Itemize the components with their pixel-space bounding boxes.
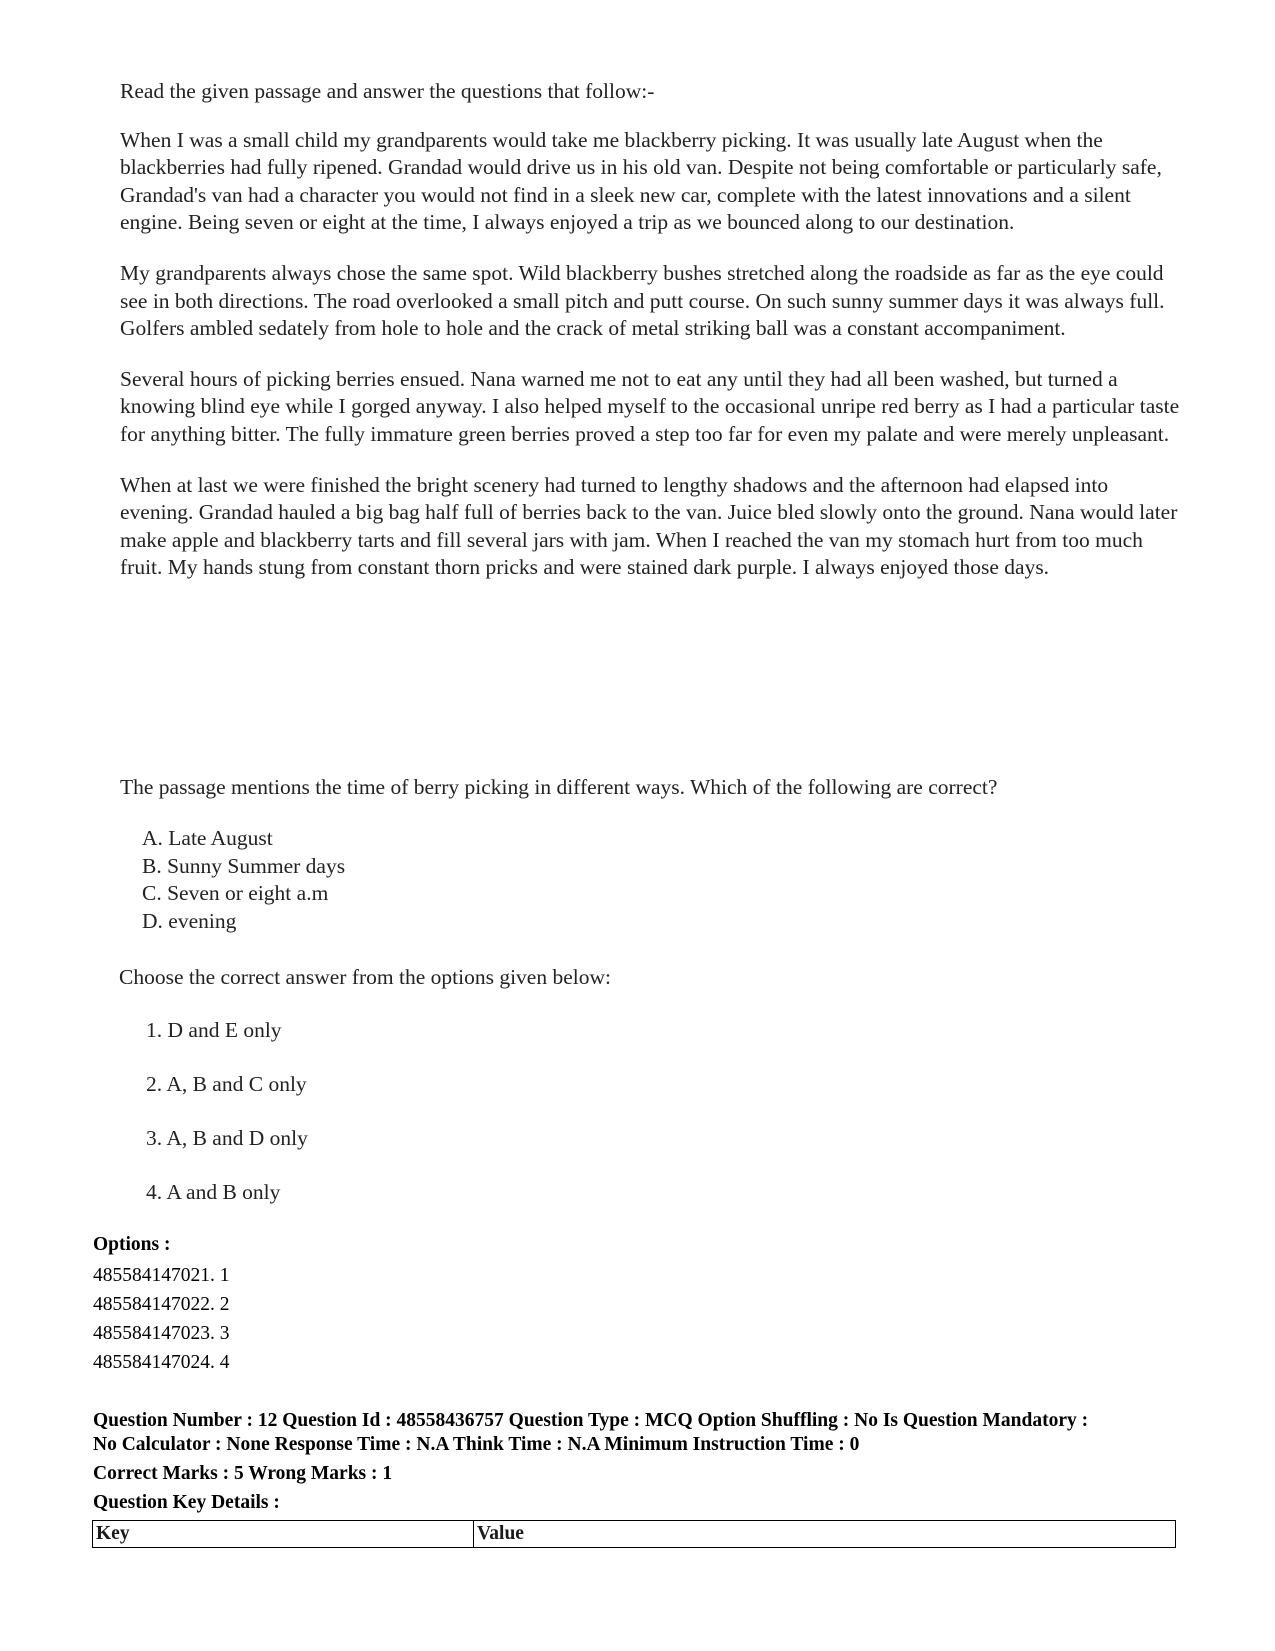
option-id-item: 485584147021. 1: [93, 1265, 230, 1286]
passage-paragraph-3: Several hours of picking berries ensued. Nana warned me not to eat any until they had all been washed, but turned a knowing blind eye while I gorged anyway. I also helped myself to the occasional unripe red berry as I had a particular taste for anything bitter. The fully immature green berries proved a step too far for even my palate and were merely unpleasant.: [120, 366, 1180, 446]
table-header-value: Value: [474, 1521, 1176, 1548]
passage-paragraph-1: When I was a small child my grandparents would take me blackberry picking. It was usually late August when the blackberries had fully ripened. Grandad would drive us in his old van. Despite not being comfortable or particularly safe, Grandad's van had a character you would not find in a sleek new car, complete with the latest innovations and a silent engine. Being seven or eight at the time, I always enjoyed a trip as we bounced along to our destination.: [120, 127, 1162, 235]
passage: [120, 78, 1180, 605]
answer-choice-list: [146, 1016, 308, 1232]
question-info-line-2: No Calculator : None Response Time : N.A Think Time : N.A Minimum Instruction Time : 0: [93, 1434, 860, 1455]
option-id-item: 485584147024. 4: [93, 1352, 230, 1373]
statement-item: D. evening: [142, 909, 237, 934]
passage-intro: Read the given passage and answer the questions that follow:-: [120, 79, 655, 103]
option-id-item: 485584147023. 3: [93, 1323, 230, 1344]
question-info-line-1: Question Number : 12 Question Id : 48558436757 Question Type : MCQ Option Shuffling : No Is Question Mandatory :: [93, 1410, 1089, 1431]
key-details-title: Question Key Details :: [93, 1492, 280, 1513]
statement-list: [142, 825, 345, 936]
options-title: Options :: [93, 1234, 171, 1255]
question-info: [93, 1409, 1193, 1457]
statement-item: A. Late August: [142, 826, 273, 850]
key-value-table: [92, 1520, 1176, 1548]
table-header-key: Key: [93, 1521, 474, 1548]
choose-instruction: Choose the correct answer from the options given below:: [119, 965, 611, 989]
answer-choice: 2. A, B and C only: [146, 1072, 307, 1096]
option-id-item: 485584147022. 2: [93, 1294, 230, 1315]
option-id-list: [93, 1261, 230, 1377]
passage-paragraph-4: When at last we were finished the bright scenery had turned to lengthy shadows and the afternoon had elapsed into evening. Grandad hauled a big bag half full of berries back to the van. Juice bled slowly onto the ground. Nana would later make apple and blackberry tarts and fill several jars with jam. When I reached the van my stomach hurt from too much fruit. My hands stung from constant thorn pricks and were stained dark purple. I always enjoyed those days.: [120, 472, 1178, 580]
passage-paragraph-2: My grandparents always chose the same spot. Wild blackberry bushes stretched along the roadside as far as the eye could see in both directions. The road overlooked a small pitch and putt course. On such sunny summer days it was always full. Golfers ambled sedately from hole to hole and the crack of metal striking ball was a constant accompaniment.: [120, 260, 1165, 341]
answer-choice: 4. A and B only: [146, 1180, 281, 1204]
statement-item: C. Seven or eight a.m: [142, 881, 329, 906]
marks-line: Correct Marks : 5 Wrong Marks : 1: [93, 1463, 393, 1484]
statement-item: B. Sunny Summer days: [142, 853, 346, 878]
table-header-row: [93, 1521, 1176, 1548]
answer-choice: 3. A, B and D only: [146, 1126, 308, 1150]
question-stem: The passage mentions the time of berry picking in different ways. Which of the following are correct?: [120, 775, 998, 799]
answer-choice: 1. D and E only: [146, 1018, 282, 1042]
